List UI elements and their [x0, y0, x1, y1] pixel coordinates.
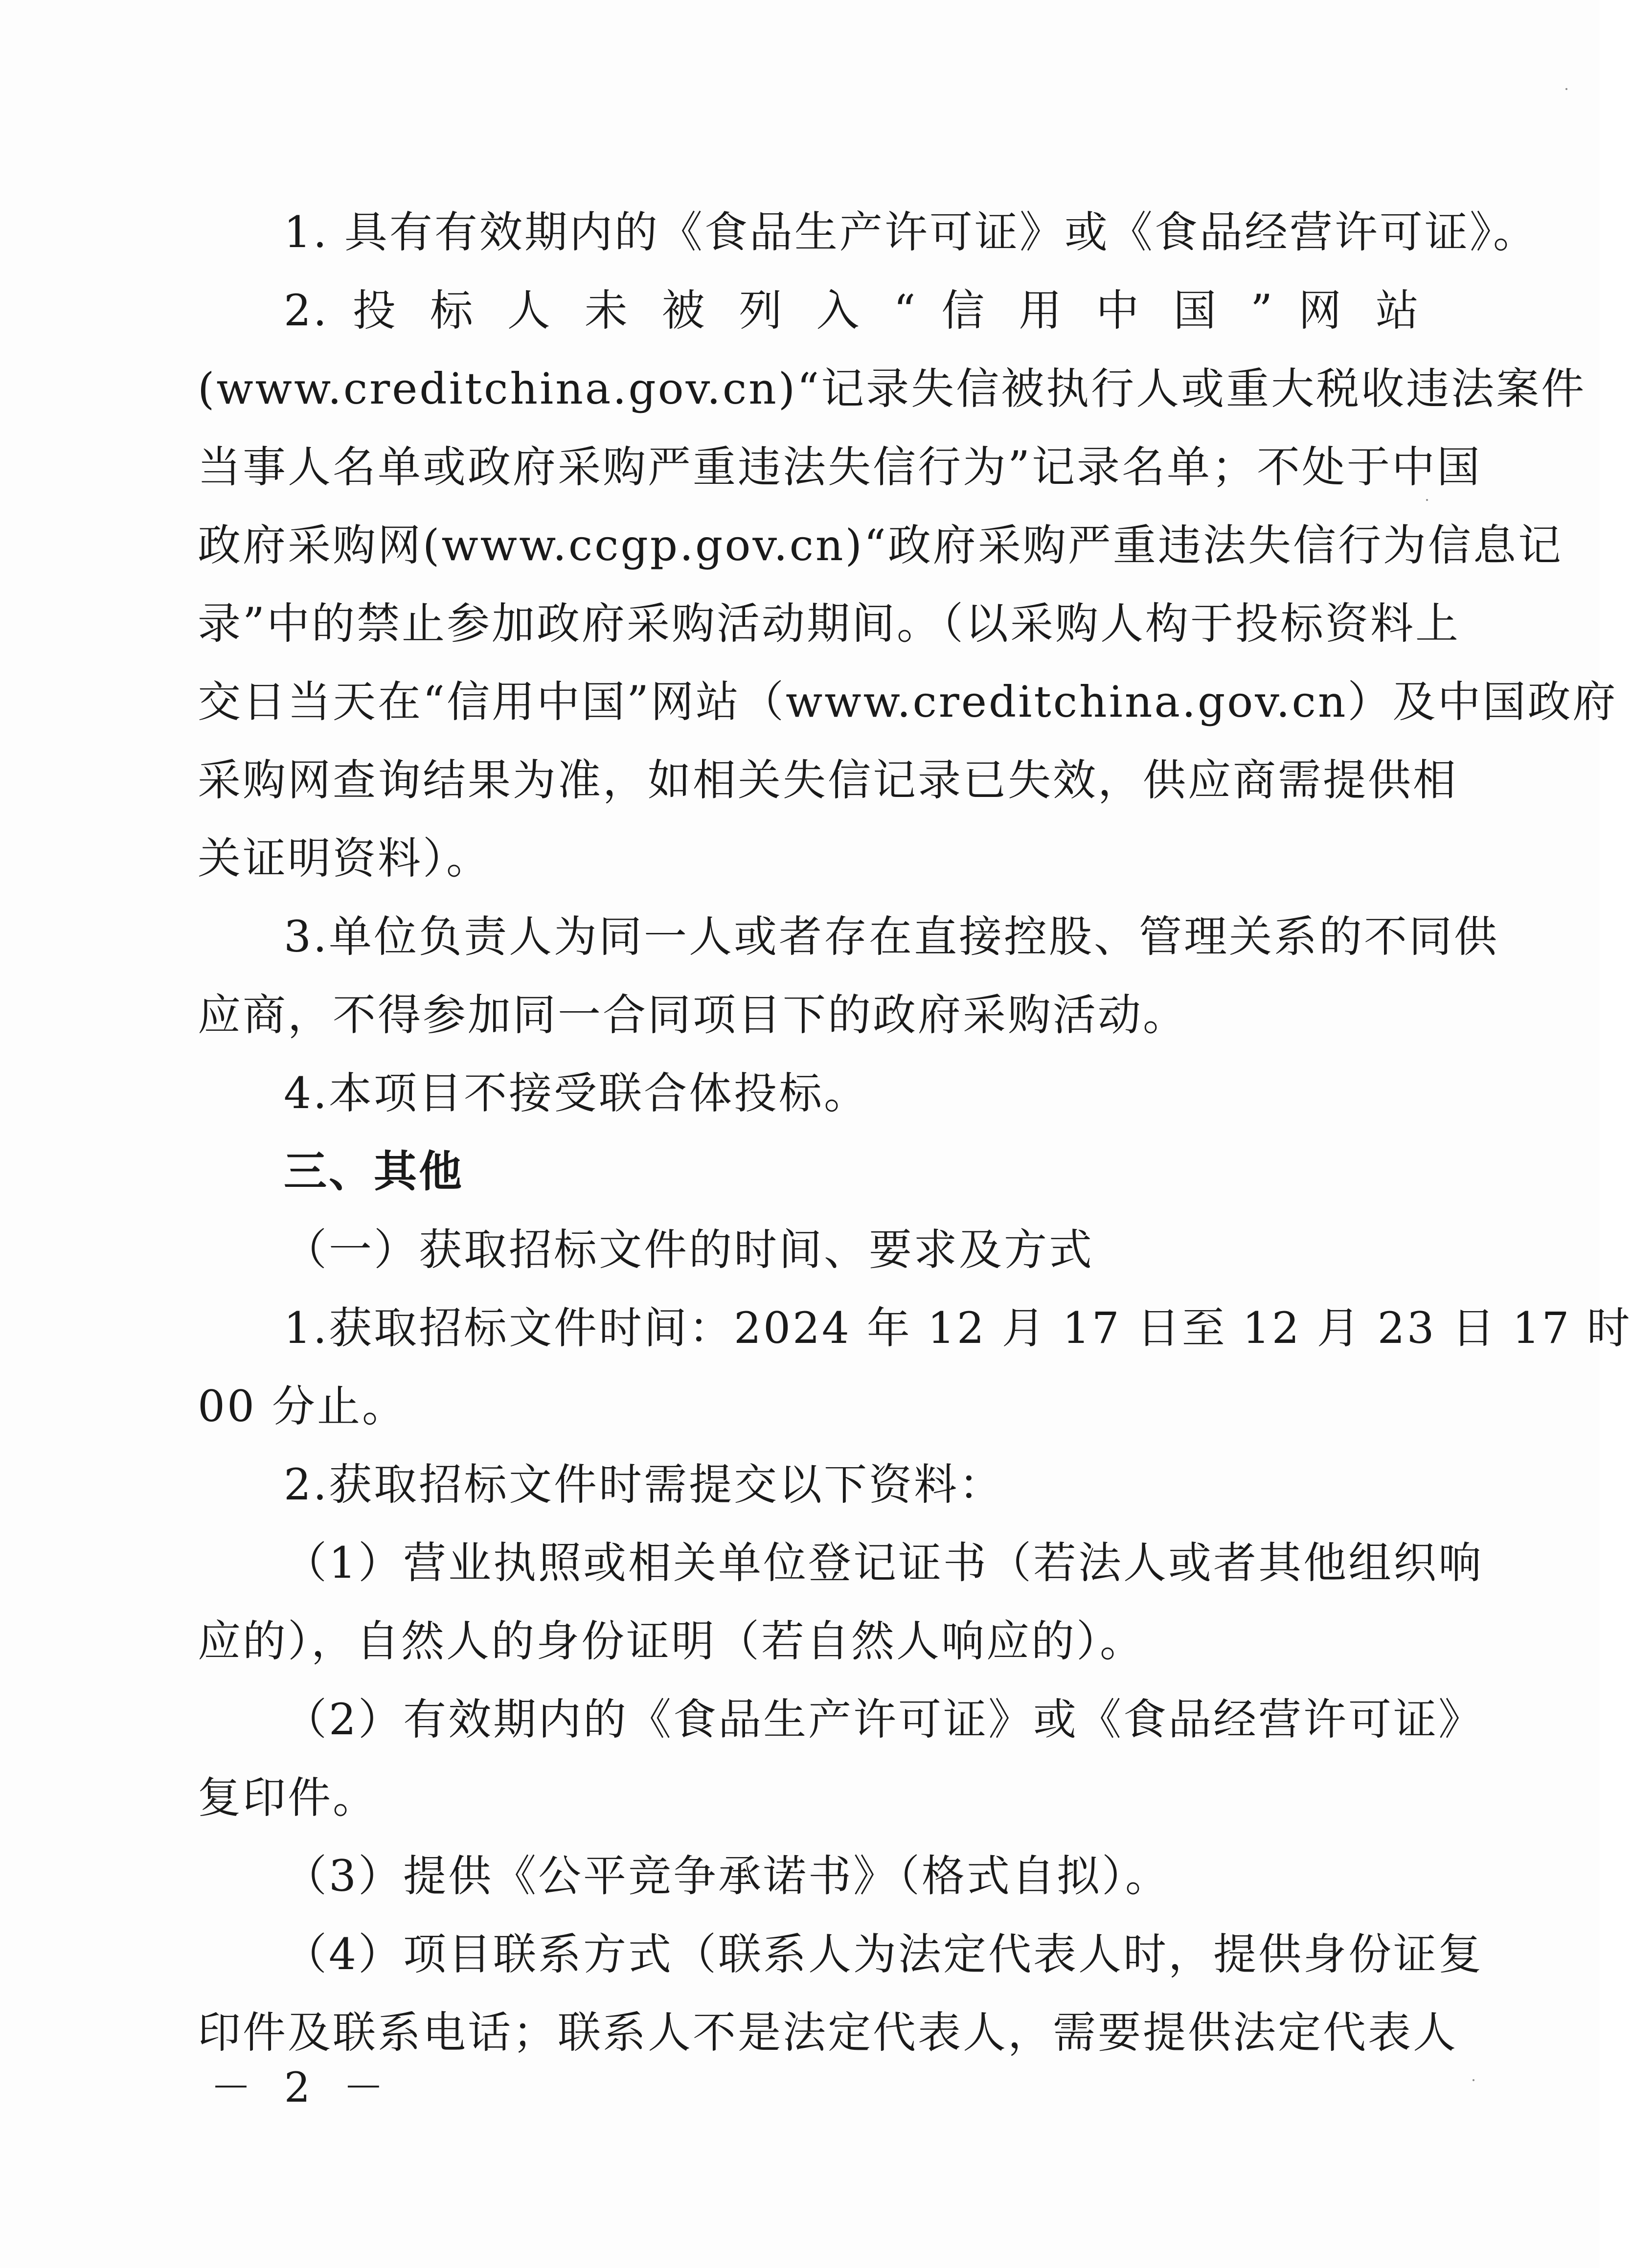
text-line: 应商，不得参加同一合同项目下的政府采购活动。 [198, 990, 1188, 1040]
scan-speck [1473, 2079, 1474, 2081]
text-line: 2. 投 标 人 未 被 列 入 “ 信 用 中 国 ” 网 站 [284, 285, 1421, 336]
text-line: （2）有效期内的《食品生产许可证》或《食品经营许可证》 [284, 1694, 1483, 1745]
text-line: 交日当天在“信用中国”网站（www.creditchina.gov.cn）及中国政府 [198, 677, 1618, 727]
document-body [198, 193, 1632, 2072]
text-line: 采购网查询结果为准，如相关失信记录已失效，供应商需提供相 [198, 755, 1458, 805]
text-line: 当事人名单或政府采购严重违法失信行为”记录名单；不处于中国 [198, 442, 1482, 492]
scan-speck [1426, 499, 1428, 501]
section-heading: 三、其他 [284, 1146, 464, 1197]
text-line: 政府采购网(www.ccgp.gov.cn)“政府采购严重违法失信行为信息记 [198, 520, 1563, 570]
text-line: 关证明资料）。 [198, 833, 492, 884]
text-line: 印件及联系电话；联系人不是法定代表人，需要提供法定代表人 [198, 2007, 1458, 2058]
text-line: （4）项目联系方式（联系人为法定代表人时，提供身份证复 [284, 1929, 1483, 1979]
text-line: 00 分止。 [198, 1381, 407, 1431]
page-number: － 2 － [210, 2064, 394, 2111]
subsection-heading: （一）获取招标文件的时间、要求及方式 [284, 1225, 1094, 1275]
text-line: （3）提供《公平竞争承诺书》（格式自拟）。 [284, 1851, 1170, 1901]
text-line: 复印件。 [198, 1772, 378, 1823]
text-line: 录”中的禁止参加政府采购活动期间。（以采购人构于投标资料上 [198, 598, 1460, 649]
text-line: 4.本项目不接受联合体投标。 [284, 1068, 869, 1118]
text-line: 1. 具有有效期内的《食品生产许可证》或《食品经营许可证》。 [284, 207, 1538, 257]
text-line: 2.获取招标文件时需提交以下资料： [284, 1459, 1004, 1510]
text-line: (www.creditchina.gov.cn)“记录失信被执行人或重大税收违法案件 [198, 363, 1587, 414]
text-line: 3.单位负责人为同一人或者存在直接控股、管理关系的不同供 [284, 911, 1499, 962]
scan-speck [1565, 88, 1567, 90]
text-line: 1.获取招标文件时间：2024 年 12 月 17 日至 12 月 23 日 17 时 [284, 1303, 1632, 1353]
text-line: 应的），自然人的身份证明（若自然人响应的）。 [198, 1616, 1145, 1666]
text-line: （1）营业执照或相关单位登记证书（若法人或者其他组织响 [284, 1538, 1483, 1588]
